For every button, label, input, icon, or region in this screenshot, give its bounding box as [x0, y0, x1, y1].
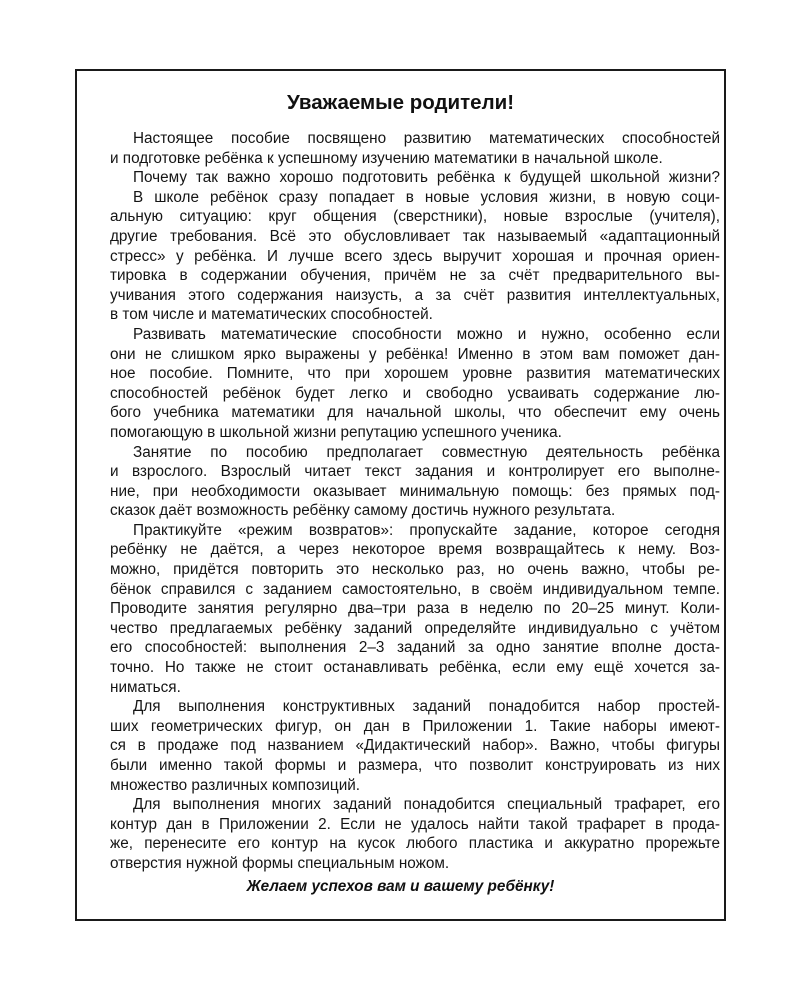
text-line: и подготовке ребёнка к успешному изучению математики в начальной школе.: [110, 149, 663, 167]
text-line: бёнок справился с заданием самостоятельно, в своём индивидуальном темпе.: [110, 580, 720, 598]
text-line: ное пособие. Помните, что при хорошем уровне развития математических: [110, 365, 720, 383]
text-line: тировка в содержании обучения, причём не за счёт предварительного вы-: [110, 267, 720, 285]
text-line: ся в продаже под названием «Дидактический набор». Важно, чтобы фигуры: [110, 737, 720, 755]
text-line: Для выполнения многих заданий понадобится специальный трафарет, его: [133, 796, 720, 814]
text-line: они не слишком ярко выражены у ребёнка! Именно в этом вам поможет дан-: [110, 345, 720, 363]
text-line: отверстия нужной формы специальным ножом.: [110, 854, 450, 872]
text-line: в том числе и математических способностей.: [110, 306, 433, 324]
text-line: другие требования. Всё это обусловливает так называемый «адаптационный: [110, 227, 720, 245]
text-line: бого учебника математики для начальной школы, что обеспечит ему очень: [110, 404, 720, 422]
text-line: Настоящее пособие посвящено развитию математических способностей: [133, 130, 720, 147]
body-text: [110, 129, 720, 874]
content-frame: [75, 69, 726, 921]
text-line: можно, придётся повторить это несколько раз, но очень важно, чтобы ре-: [110, 561, 720, 579]
text-line: множество различных композиций.: [110, 776, 361, 794]
text-line: ребёнку не даётся, а через некоторое время возвращайтесь к нему. Воз-: [110, 541, 720, 559]
text-line: точно. Но также не стоит останавливать ребёнка, если ему ещё хочется за-: [110, 659, 720, 677]
text-line: способностей ребёнок будет легко и свободно усваивать содержание лю-: [110, 384, 720, 402]
text-line: ших геометрических фигур, он дан в Приложении 1. Такие наборы имеют-: [110, 717, 720, 735]
text-line: Практикуйте «режим возвратов»: пропускайте задание, которое сегодня: [133, 521, 720, 539]
page-title: Уважаемые родители!: [286, 91, 515, 114]
text-line: помогающую в школьной жизни репутацию успешного ученика.: [110, 423, 562, 441]
text-line: чество предлагаемых ребёнку заданий определяйте индивидуально с учётом: [110, 619, 720, 637]
text-line: и взрослого. Взрослый читает текст задания и контролирует его выполне-: [110, 463, 720, 481]
text-line: стресс» у ребёнка. И лучше всего здесь выручит хорошая и прочная ориен-: [110, 247, 720, 265]
text-line: Занятие по пособию предполагает совместную деятельность ребёнка: [133, 443, 720, 461]
text-line: сказок даёт возможность ребёнку самому достичь нужного результата.: [110, 502, 616, 520]
text-line: ние, при необходимости оказывает минимальную помощь: без прямых под-: [110, 482, 720, 500]
closing-wish: Желаем успехов вам и вашему ребёнку!: [246, 878, 555, 895]
text-line: альную ситуацию: круг общения (сверстники), новые взрослые (учителя),: [110, 208, 720, 226]
text-line: Развивать математические способности можно и нужно, особенно если: [133, 325, 720, 343]
text-line: Почему так важно хорошо подготовить ребёнка к будущей школьной жизни?: [133, 169, 720, 187]
text-line: учивания этого содержания наизусть, а за счёт развития интеллектуальных,: [110, 286, 720, 304]
text-line: ниматься.: [110, 678, 181, 696]
text-line: контур дан в Приложении 2. Если не удалось найти такой трафарет в прода-: [110, 815, 720, 833]
text-line: были именно такой формы и размера, что позволит конструировать из них: [110, 757, 720, 774]
text-line: его способностей: выполнения 2–3 заданий за одно занятие вполне доста-: [110, 639, 720, 657]
text-line: Для выполнения конструктивных заданий понадобится набор простей-: [133, 698, 720, 716]
text-line: же, перенесите его контур на кусок любого пластика и аккуратно прорежьте: [110, 835, 720, 853]
text-line: В школе ребёнок сразу попадает в новые условия жизни, в новую соци-: [133, 188, 720, 206]
text-line: Проводите занятия регулярно два–три раза в неделю по 20–25 минут. Коли-: [110, 600, 720, 618]
